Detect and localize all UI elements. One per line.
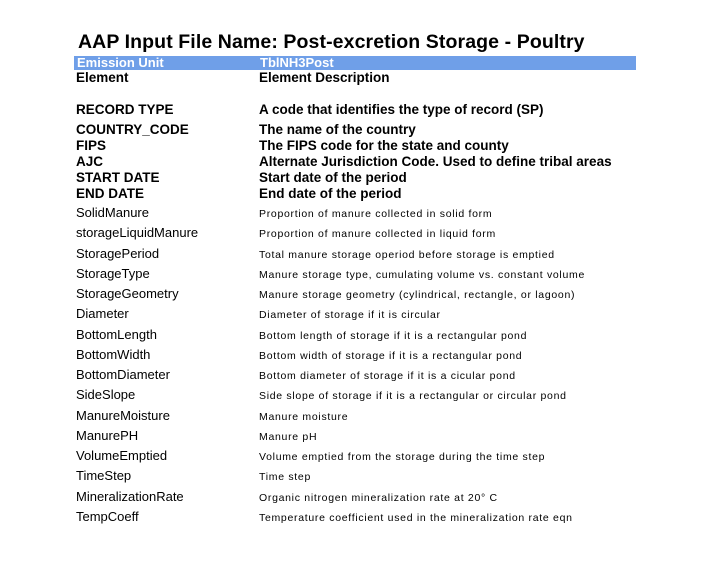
element-name: StorageGeometry (76, 286, 179, 301)
table-row (0, 205, 720, 223)
table-row (0, 468, 720, 486)
element-description: Diameter of storage if it is circular (259, 309, 441, 322)
element-name: SideSlope (76, 387, 136, 403)
element-description: A code that identifies the type of record (SP) (259, 102, 544, 117)
element-name: BottomLength (76, 326, 157, 342)
table-row (0, 489, 720, 507)
element-name: BottomDiameter (76, 367, 170, 382)
element-description: Organic nitrogen mineralization rate at 20° C (259, 491, 498, 504)
element-description: Proportion of manure collected in solid form (259, 208, 493, 220)
element-name: VolumeEmptied (76, 448, 168, 463)
element-name: END DATE (76, 186, 145, 201)
table-row (0, 428, 720, 446)
element-description: Bottom length of storage if it is a rectangular pond (259, 329, 528, 342)
table-row (0, 246, 720, 264)
element-name: RECORD TYPE (76, 102, 174, 117)
element-description: Temperature coefficient used in the mineralization rate eqn (259, 511, 573, 524)
element-name: StorageType (76, 265, 150, 281)
element-description: Volume emptied from the storage during the time step (259, 451, 546, 463)
table-row (0, 102, 720, 120)
element-name: SolidManure (76, 205, 149, 220)
table-row (0, 387, 720, 405)
element-name: FIPS (76, 138, 107, 153)
element-name: COUNTRY_CODE (76, 122, 189, 137)
emission-unit-label: Emission Unit (77, 55, 164, 70)
element-name: START DATE (76, 170, 160, 185)
element-name: ManurePH (76, 427, 139, 443)
element-description: Manure storage geometry (cylindrical, rectangle, or lagoon) (259, 289, 576, 301)
element-name: TimeStep (76, 468, 132, 484)
element-description: Bottom width of storage if it is a rectangular pond (259, 349, 523, 362)
table-row (0, 367, 720, 385)
element-name: StoragePeriod (76, 245, 160, 261)
table-row (0, 448, 720, 466)
element-name: storageLiquidManure (76, 225, 199, 241)
element-description: Time step (259, 471, 312, 484)
element-description: Side slope of storage if it is a rectangular or circular pond (259, 390, 567, 403)
table-row (0, 327, 720, 345)
element-description: Proportion of manure collected in liquid form (259, 228, 496, 241)
element-name: ManureMoisture (76, 407, 170, 423)
element-description: Manure storage type, cumulating volume vs. constant volume (259, 268, 585, 281)
emission-unit-band (74, 56, 636, 70)
table-row (0, 225, 720, 243)
table-row (0, 286, 720, 304)
element-description: The FIPS code for the state and county (259, 138, 509, 153)
page-title: AAP Input File Name: Post-excretion Storage - Poultry (78, 31, 585, 53)
element-description: Manure moisture (259, 410, 349, 423)
table-row (0, 186, 720, 204)
table-row (0, 408, 720, 426)
element-name: BottomWidth (76, 346, 151, 362)
table-row (0, 347, 720, 365)
element-column-header: Element (76, 70, 129, 85)
element-description: End date of the period (259, 186, 402, 201)
element-description: Bottom diameter of storage if it is a cicular pond (259, 370, 516, 382)
element-name: TempCoeff (76, 508, 139, 524)
table-name-label: TblNH3Post (260, 55, 334, 70)
element-description: Alternate Jurisdiction Code. Used to define tribal areas (259, 154, 612, 169)
element-description: Start date of the period (259, 170, 407, 185)
element-name: Diameter (76, 306, 129, 322)
description-column-header: Element Description (259, 70, 390, 85)
table-row (0, 509, 720, 527)
element-description: Total manure storage operiod before storage is emptied (259, 248, 555, 261)
table-row (0, 306, 720, 324)
element-name: MineralizationRate (76, 488, 184, 504)
element-description: The name of the country (259, 122, 416, 137)
element-description: Manure pH (259, 430, 318, 443)
element-name: AJC (76, 154, 104, 169)
table-row (0, 266, 720, 284)
